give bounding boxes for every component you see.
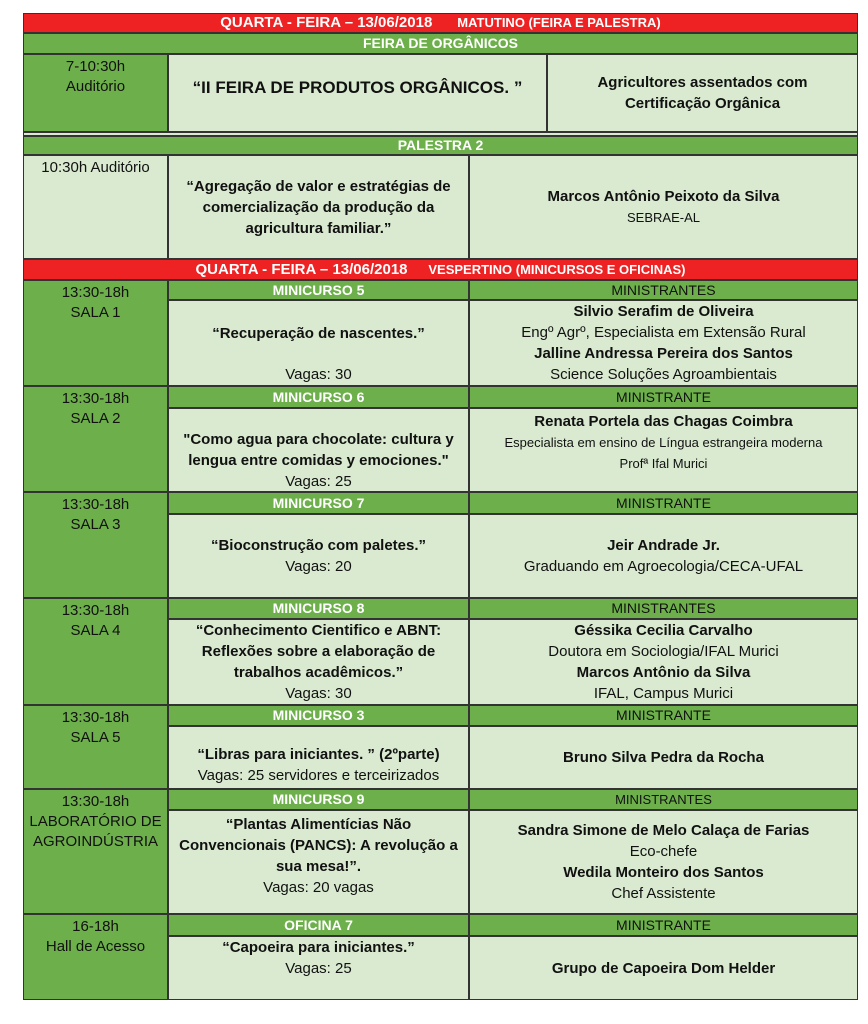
session-title: “Recuperação de nascentes.” (212, 325, 425, 342)
session-time: 13:30-18h (61, 602, 130, 619)
session-place: SALA 5 (70, 729, 121, 746)
session-time-cell (23, 386, 168, 492)
session-title: "Como agua para chocolate: cultura y (183, 431, 454, 448)
session-time-cell (23, 914, 168, 1000)
session-vagas: Vagas: 25 servidores e terceirizados (197, 767, 440, 784)
session-header: MINICURSO 7 (168, 492, 469, 514)
session-staff-cell (469, 300, 858, 386)
staff-role: Profª Ifal Murici (619, 456, 708, 471)
session-staff-header: MINISTRANTES (469, 789, 858, 810)
session-time-cell (23, 598, 168, 705)
session-title-cell (168, 514, 469, 598)
session-staff-cell (469, 408, 858, 492)
staff-name: Géssika Cecilia Carvalho (574, 622, 753, 639)
session-vagas: Vagas: 20 vagas (263, 879, 374, 896)
session-title: “Libras para iniciantes. ” (2ºparte) (197, 746, 440, 763)
session-place: AGROINDÚSTRIA (32, 833, 158, 850)
session-title-cell (168, 408, 469, 492)
session-title-cell (168, 726, 469, 789)
session-header: MINICURSO 6 (168, 386, 469, 408)
session-place: LABORATÓRIO DE (29, 813, 162, 830)
session-vagas: Vagas: 25 (285, 473, 352, 490)
session-place: Hall de Acesso (45, 938, 146, 955)
session-staff-header: MINISTRANTE (469, 386, 858, 408)
afternoon-title-bar (23, 259, 858, 280)
session-title: “Capoeira para iniciantes.” (222, 939, 415, 956)
feira-place: Auditório (65, 78, 126, 95)
session-vagas: Vagas: 30 (285, 685, 352, 702)
session-time-cell (23, 705, 168, 789)
session-title-cell (168, 810, 469, 914)
palestra-header: PALESTRA 2 (23, 136, 858, 155)
session-time: 13:30-18h (61, 793, 130, 810)
session-vagas: Vagas: 25 (285, 960, 352, 977)
session-title: Convencionais (PANCS): A revolução a (179, 837, 458, 854)
staff-name: Grupo de Capoeira Dom Helder (551, 959, 776, 977)
session-title-cell (168, 619, 469, 705)
session-staff-header: MINISTRANTE (469, 705, 858, 726)
session-staff-cell (469, 726, 858, 789)
staff-role: Eco-chefe (629, 843, 698, 860)
staff-name: Wedila Monteiro dos Santos (563, 864, 764, 881)
feira-time-cell (23, 54, 168, 132)
staff-role: IFAL, Campus Murici (593, 685, 734, 702)
palestra-speaker-cell (469, 155, 858, 259)
session-time: 13:30-18h (61, 284, 130, 301)
palestra-time: 10:30h Auditório (41, 159, 150, 176)
session-staff-header: MINISTRANTE (469, 492, 858, 514)
session-time: 13:30-18h (61, 390, 130, 407)
feira-who-line2: Certificação Orgânica (624, 95, 781, 112)
session-title: sua mesa!”. (275, 858, 362, 875)
palestra-title-line3: agricultura familiar.” (245, 219, 392, 237)
session-place: SALA 3 (70, 516, 121, 533)
palestra-time-cell (23, 155, 168, 259)
feira-who-line1: Agricultores assentados com (597, 74, 808, 91)
staff-name: Jalline Andressa Pereira dos Santos (534, 345, 793, 362)
staff-role: Especialista em ensino de Língua estrangeira moderna (504, 435, 823, 450)
afternoon-title-main: QUARTA - FEIRA – 13/06/2018 (195, 261, 408, 278)
session-title-cell (168, 936, 469, 1000)
session-time-cell (23, 492, 168, 598)
session-header: OFICINA 7 (168, 914, 469, 936)
session-title: “Conhecimento Cientifico e ABNT: (195, 622, 442, 639)
feira-title: “II FEIRA DE PRODUTOS ORGÂNICOS. ” (192, 78, 523, 97)
staff-name: Jeir Andrade Jr. (607, 537, 720, 554)
feira-header: FEIRA DE ORGÂNICOS (23, 33, 858, 54)
session-title: “Plantas Alimentícias Não (225, 816, 412, 833)
staff-role: Chef Assistente (611, 885, 716, 902)
palestra-speaker: Marcos Antônio Peixoto da Silva (547, 188, 780, 205)
session-title: “Bioconstrução com paletes.” (210, 537, 427, 554)
session-time-cell (23, 789, 168, 914)
staff-role: Engº Agrº, Especialista em Extensão Rural (521, 324, 806, 341)
palestra-title-line2: comercialização da produção da (202, 198, 435, 216)
staff-name: Silvio Serafim de Oliveira (573, 303, 754, 320)
session-title: Reflexões sobre a elaboração de (201, 643, 436, 660)
feira-who-cell (547, 54, 858, 132)
feira-title-cell (168, 54, 547, 132)
session-time: 16-18h (72, 918, 119, 935)
session-header: MINICURSO 8 (168, 598, 469, 619)
session-header: MINICURSO 3 (168, 705, 469, 726)
palestra-org: SEBRAE-AL (627, 210, 700, 225)
session-time-cell (23, 280, 168, 386)
session-staff-cell (469, 936, 858, 1000)
palestra-title-line1: “Agregação de valor e estratégias de (186, 177, 451, 195)
session-title-cell (168, 300, 469, 386)
staff-name: Renata Portela das Chagas Coimbra (534, 413, 793, 430)
session-header: MINICURSO 5 (168, 280, 469, 300)
morning-title-period: MATUTINO (FEIRA E PALESTRA) (457, 15, 661, 30)
session-time: 13:30-18h (61, 496, 130, 513)
staff-name: Bruno Silva Pedra da Rocha (563, 749, 764, 766)
staff-name: Marcos Antônio da Silva (576, 664, 751, 681)
session-title: lengua entre comidas y emociones." (188, 452, 449, 469)
session-staff-cell (469, 810, 858, 914)
session-title: trabalhos acadêmicos.” (233, 664, 404, 681)
morning-title-bar (23, 13, 858, 33)
session-vagas: Vagas: 30 (285, 366, 352, 383)
session-staff-header: MINISTRANTES (469, 280, 858, 300)
afternoon-title-period: VESPERTINO (MINICURSOS E OFICINAS) (428, 262, 686, 277)
palestra-title-cell (168, 155, 469, 259)
session-place: SALA 4 (70, 622, 121, 639)
staff-role: Science Soluções Agroambientais (550, 366, 777, 383)
staff-role: Doutora em Sociologia/IFAL Murici (548, 643, 779, 660)
feira-time: 7-10:30h (65, 58, 126, 75)
session-place: SALA 2 (70, 410, 121, 427)
session-time: 13:30-18h (61, 709, 130, 726)
staff-role: Graduando em Agroecologia/CECA-UFAL (523, 558, 804, 575)
morning-title-main: QUARTA - FEIRA – 13/06/2018 (220, 14, 433, 31)
staff-name: Sandra Simone de Melo Calaça de Farias (517, 822, 810, 839)
session-staff-cell (469, 619, 858, 705)
session-header: MINICURSO 9 (168, 789, 469, 810)
session-vagas: Vagas: 20 (285, 558, 352, 575)
session-staff-header: MINISTRANTE (469, 914, 858, 936)
session-place: SALA 1 (70, 304, 121, 321)
session-staff-cell (469, 514, 858, 598)
session-staff-header: MINISTRANTES (469, 598, 858, 619)
